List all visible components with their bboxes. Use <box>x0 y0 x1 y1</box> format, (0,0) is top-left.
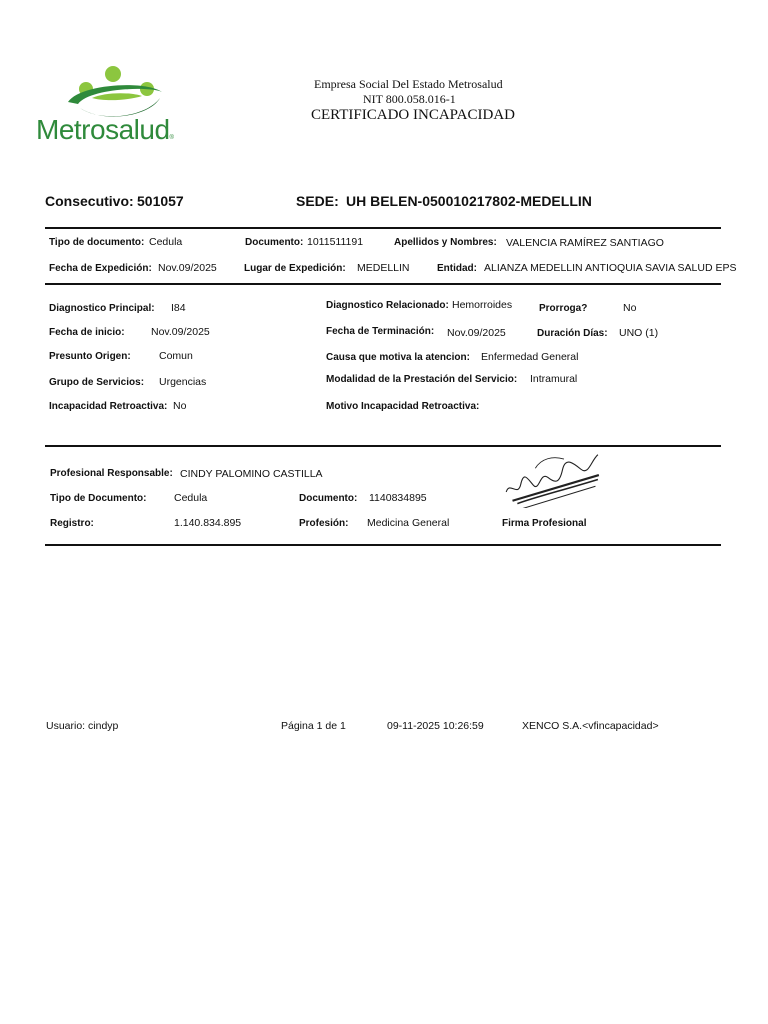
causa-value: Enfermedad General <box>481 351 579 363</box>
divider-3 <box>45 445 721 447</box>
patient-tipo-doc-label: Tipo de documento: <box>49 237 145 248</box>
grupo-label: Grupo de Servicios: <box>49 377 145 388</box>
logo-registered-mark: ® <box>169 135 174 141</box>
patient-fecha-exp-value: Nov.09/2025 <box>158 262 217 274</box>
prof-documento-value: 1140834895 <box>369 492 427 504</box>
diag-relacionado-value: Hemorroides <box>452 299 513 311</box>
prorroga-label: Prorroga? <box>539 303 588 314</box>
profesional-value: CINDY PALOMINO CASTILLA <box>180 468 323 480</box>
consecutivo-label: Consecutivo: <box>45 193 134 209</box>
registro-label: Registro: <box>50 518 94 529</box>
divider-2 <box>45 283 721 285</box>
firma-label: Firma Profesional <box>502 518 587 529</box>
duracion-value: UNO (1) <box>619 327 659 339</box>
diag-relacionado-label: Diagnostico Relacionado: <box>326 300 449 311</box>
duracion-label: Duración Días: <box>537 328 608 339</box>
patient-nombres-value: VALENCIA RAMÍREZ SANTIAGO <box>506 237 664 249</box>
metrosalud-logo <box>36 62 196 152</box>
prorroga-value: No <box>623 302 637 314</box>
patient-entidad-label: Entidad: <box>437 263 477 274</box>
profesion-label: Profesión: <box>299 518 349 529</box>
prof-tipo-doc-value: Cedula <box>174 492 208 504</box>
fecha-inicio-value: Nov.09/2025 <box>151 326 210 338</box>
origen-value: Comun <box>159 350 193 362</box>
modalidad-label: Modalidad de la Prestación del Servicio: <box>326 374 518 385</box>
retroactiva-label: Incapacidad Retroactiva: <box>49 401 168 412</box>
header-title: CERTIFICADO INCAPACIDAD <box>311 107 515 123</box>
registro-value: 1.140.834.895 <box>174 517 242 529</box>
profesional-label: Profesional Responsable: <box>50 468 173 479</box>
patient-documento-label: Documento: <box>245 237 304 248</box>
patient-documento-value: 1011511191 <box>307 236 364 248</box>
profesion-value: Medicina General <box>367 517 450 529</box>
sede-value: UH BELEN-050010217802-MEDELLIN <box>346 193 592 209</box>
diag-principal-label: Diagnostico Principal: <box>49 303 155 314</box>
origen-label: Presunto Origen: <box>49 351 131 362</box>
sede-label: SEDE: <box>296 193 339 209</box>
signature-stamp-icon <box>498 446 610 508</box>
grupo-value: Urgencias <box>159 376 207 388</box>
footer-pagina: Página 1 de 1 <box>281 720 346 732</box>
footer-usuario: Usuario: cindyp <box>46 720 119 732</box>
fecha-inicio-label: Fecha de inicio: <box>49 327 125 338</box>
logo-wordmark: Metrosalud <box>36 114 170 145</box>
divider-4 <box>45 544 721 546</box>
divider-1 <box>45 227 721 229</box>
header-nit: NIT 800.058.016-1 <box>363 92 456 106</box>
fecha-term-label: Fecha de Terminación: <box>326 326 435 337</box>
prof-tipo-doc-label: Tipo de Documento: <box>50 493 147 504</box>
diag-principal-value: I84 <box>171 302 186 314</box>
footer-fecha: 09-11-2025 10:26:59 <box>387 720 484 732</box>
causa-label: Causa que motiva la atencion: <box>326 352 470 363</box>
consecutivo-value: 501057 <box>137 193 184 209</box>
header-company: Empresa Social Del Estado Metrosalud <box>314 77 503 91</box>
motivo-label: Motivo Incapacidad Retroactiva: <box>326 401 480 412</box>
retroactiva-value: No <box>173 400 187 412</box>
patient-lugar-exp-value: MEDELLIN <box>357 262 410 274</box>
patient-entidad-value: ALIANZA MEDELLIN ANTIOQUIA SAVIA SALUD EPS <box>484 262 737 274</box>
patient-fecha-exp-label: Fecha de Expedición: <box>49 263 152 274</box>
prof-documento-label: Documento: <box>299 493 358 504</box>
patient-nombres-label: Apellidos y Nombres: <box>394 237 497 248</box>
fecha-term-value: Nov.09/2025 <box>447 327 506 339</box>
footer-sistema: XENCO S.A.<vfincapacidad> <box>522 720 659 732</box>
patient-tipo-doc-value: Cedula <box>149 236 183 248</box>
modalidad-value: Intramural <box>530 373 578 385</box>
patient-lugar-exp-label: Lugar de Expedición: <box>244 263 346 274</box>
